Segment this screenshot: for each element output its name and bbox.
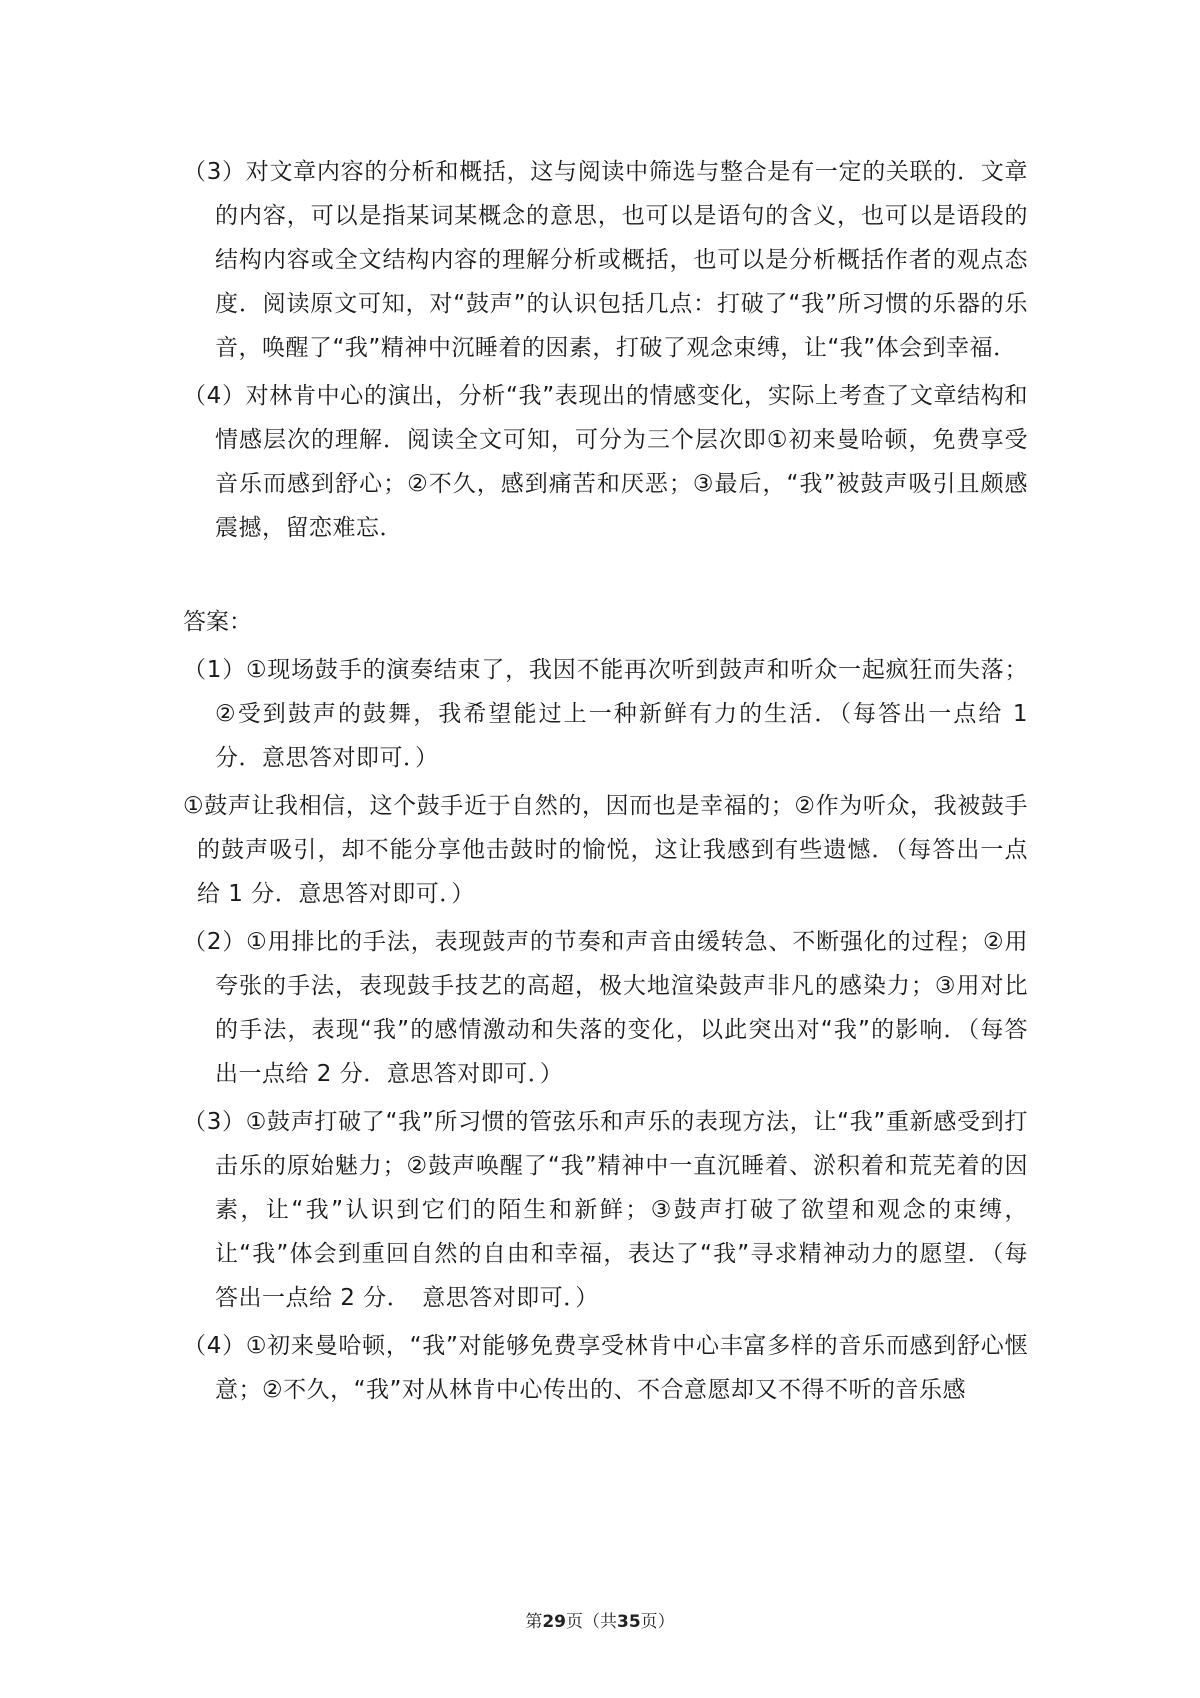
section-gap (183, 554, 1028, 600)
footer-prefix: 第 (525, 1612, 543, 1632)
answer-paragraph-1: （1）①现场鼓手的演奏结束了，我因不能再次听到鼓声和听众一起疯狂而失落；②受到鼓声的鼓舞，我希望能过上一种新鲜有力的生活．（每答出一点给 1 分．意思答对即可．） (183, 657, 1028, 771)
footer-page-number: 29 (542, 1612, 566, 1632)
footer-middle: 页（共 (566, 1612, 617, 1632)
answer-label: 答案： (183, 609, 252, 635)
footer-suffix: 页） (640, 1612, 675, 1632)
answer-paragraph-1b: ①鼓声让我相信，这个鼓手近于自然的，因而也是幸福的；②作为听众，我被鼓手的鼓声吸引，却不能分享他击鼓时的愉悦，这让我感到有些遗憾．（每答出一点给 1 分．意思答对即可．） (183, 793, 1028, 907)
page-footer (0, 1607, 1200, 1632)
answer-paragraph-3: （3）①鼓声打破了“我”所习惯的管弦乐和声乐的表现方法，让“我”重新感受到打击乐的原始魅力；②鼓声唤醒了“我”精神中一直沉睡着、淤积着和荒芜着的因素，让“我”认识到它们的陌生和新鲜；③鼓声打破了欲望和观念的束缚，让“我”体会到重回自然的自由和幸福，表达了“我”寻求精神动力的愿望．（每答出一点给 2 分． 意思答对即可．） (183, 1109, 1028, 1311)
answer-paragraph-4: （4）①初来曼哈顿，“我”对能够免费享受林肯中心丰富多样的音乐而感到舒心惬意；②不久，“我”对从林肯中心传出的、不合意愿却又不得不听的音乐感 (183, 1333, 1028, 1403)
analysis-paragraph-3: （3）对文章内容的分析和概括，这与阅读中筛选与整合是有一定的关联的．文章的内容，可以是指某词某概念的意思，也可以是语句的含义，也可以是语段的结构内容或全文结构内容的理解分析或概括，也可以是分析概括作者的观点态度．阅读原文可知，对“鼓声”的认识包括几点：打破了“我”所习惯的乐器的乐音，唤醒了“我”精神中沉睡着的因素，打破了观念束缚，让“我”体会到幸福． (183, 159, 1028, 361)
footer-total-pages: 35 (617, 1612, 641, 1632)
answer-paragraph-2: （2）①用排比的手法，表现鼓声的节奏和声音由缓转急、不断强化的过程；②用夸张的手法，表现鼓手技艺的高超，极大地渲染鼓声非凡的感染力；③用对比的手法，表现“我”的感情激动和失落的变化，以此突出对“我”的影响．（每答出一点给 2 分．意思答对即可．） (183, 929, 1028, 1087)
analysis-paragraph-4: （4）对林肯中心的演出，分析“我”表现出的情感变化，实际上考查了文章结构和情感层次的理解．阅读全文可知，可分为三个层次即①初来曼哈顿，免费享受音乐而感到舒心；②不久，感到痛苦和厌恶；③最后，“我”被鼓声吸引且颇感震撼，留恋难忘． (183, 383, 1028, 541)
page-content (183, 150, 1028, 1416)
